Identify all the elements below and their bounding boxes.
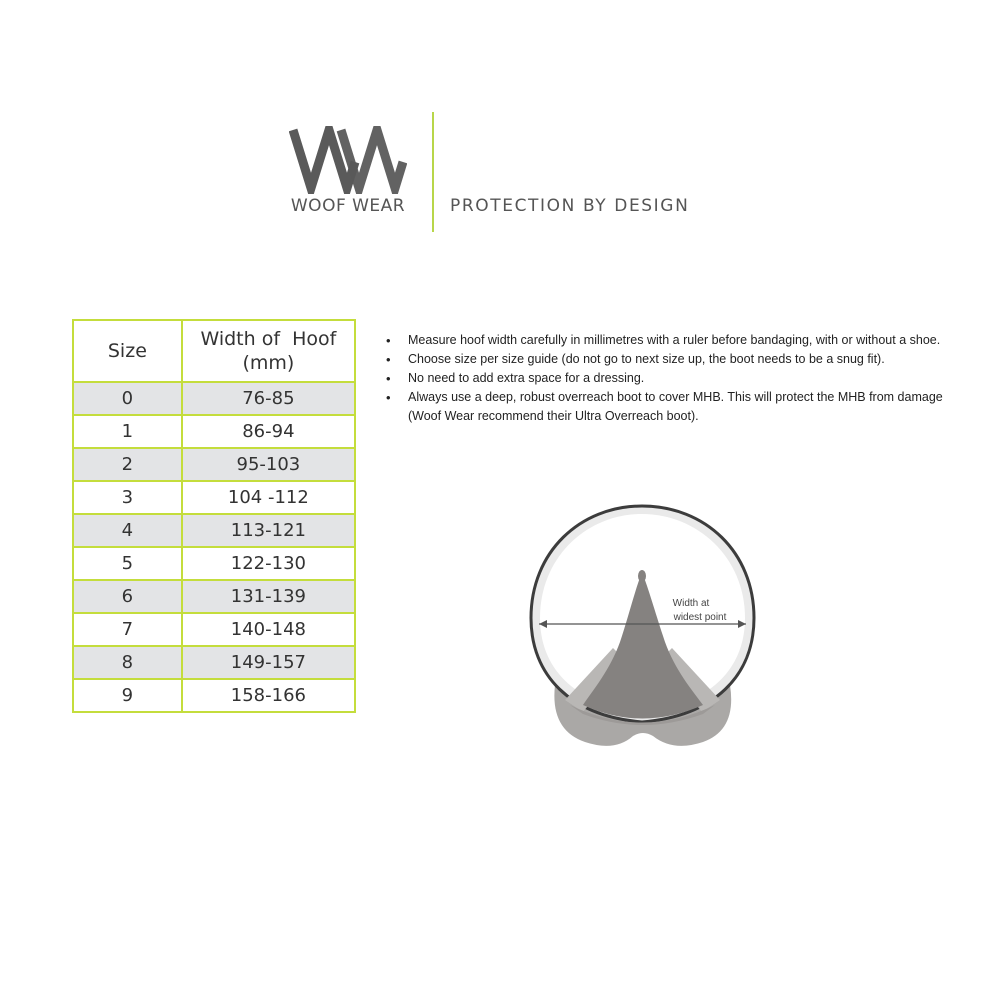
width-cell: 131-139 (182, 580, 355, 613)
instruction-item: • Always use a deep, robust overreach boot to cover MHB. This will protect the MHB from damage (Woof Wear recommend their Ultra Overreach boot). (386, 388, 946, 426)
size-cell: 0 (73, 382, 182, 415)
size-cell: 8 (73, 646, 182, 679)
width-cell: 104 -112 (182, 481, 355, 514)
ww-logo-icon (289, 126, 407, 194)
size-column-header: Size (73, 320, 182, 382)
table-row (73, 448, 355, 481)
table-row (73, 481, 355, 514)
size-table (72, 319, 356, 713)
width-cell: 76-85 (182, 382, 355, 415)
instruction-list (386, 331, 946, 426)
table-row (73, 613, 355, 646)
instruction-item: • Choose size per size guide (do not go to next size up, the boot needs to be a snug fit). (386, 350, 946, 369)
tagline: PROTECTION BY DESIGN (450, 196, 690, 216)
width-header-line1: Width of Hoof (200, 328, 337, 350)
size-cell: 7 (73, 613, 182, 646)
table-row (73, 382, 355, 415)
size-cell: 2 (73, 448, 182, 481)
table-row (73, 547, 355, 580)
instruction-item: • No need to add extra space for a dressing. (386, 369, 946, 388)
size-cell: 5 (73, 547, 182, 580)
width-cell: 140-148 (182, 613, 355, 646)
width-column-header (182, 320, 355, 382)
width-cell: 113-121 (182, 514, 355, 547)
logo-divider (432, 112, 434, 232)
width-cell: 122-130 (182, 547, 355, 580)
width-label-line2: widest point (673, 612, 727, 623)
size-cell: 4 (73, 514, 182, 547)
table-row (73, 580, 355, 613)
table-header-row (73, 320, 355, 382)
table-row (73, 679, 355, 712)
size-cell: 6 (73, 580, 182, 613)
size-cell: 9 (73, 679, 182, 712)
table-row (73, 415, 355, 448)
width-cell: 149-157 (182, 646, 355, 679)
hoof-sole-icon (525, 500, 760, 755)
table-row (73, 646, 355, 679)
instruction-item: • Measure hoof width carefully in millimetres with a ruler before bandaging, with or without a shoe. (386, 331, 946, 350)
width-header-line2: (mm) (242, 352, 295, 374)
width-cell: 86-94 (182, 415, 355, 448)
width-label-line1: Width at (672, 598, 710, 609)
brand-name: WOOF WEAR (290, 196, 406, 216)
size-cell: 1 (73, 415, 182, 448)
width-cell: 158-166 (182, 679, 355, 712)
table-row (73, 514, 355, 547)
width-cell: 95-103 (182, 448, 355, 481)
size-cell: 3 (73, 481, 182, 514)
